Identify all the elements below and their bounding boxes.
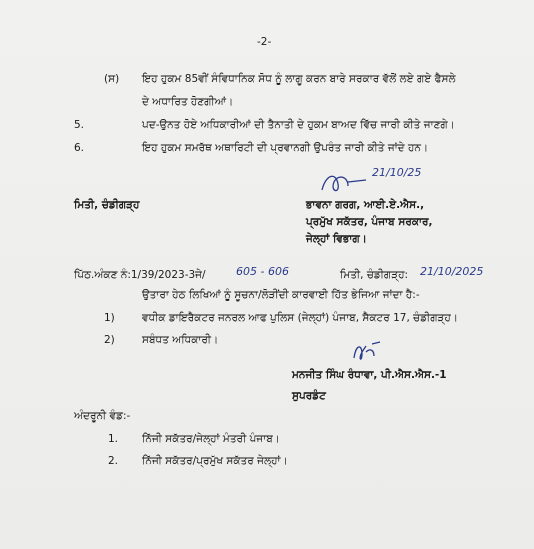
clause-marker: 6. <box>74 142 85 154</box>
clause-text: ਪਦ-ਉਨਤ ਹੋਏ ਅਧਿਕਾਰੀਆਂ ਦੀ ਤੈਨਾਤੀ ਦੇ ਹੁਕਮ ਬਾਅਦ ਵਿੱਚ ਜਾਰੀ ਕੀਤੇ ਜਾਣਗੇ। <box>142 119 455 131</box>
clause-text-continued: ਦੇ ਅਧਾਰਿਤ ਹੋਣਗੀਆਂ। <box>142 96 234 108</box>
endorsement-date-label: ਮਿਤੀ, ਚੰਡੀਗੜ੍ਹ: <box>340 269 409 281</box>
recipient-number: 1) <box>104 312 115 324</box>
handwritten-date: 21/10/25 <box>372 166 422 179</box>
superintendent-name: ਮਨਜੀਤ ਸਿੰਘ ਰੰਧਾਵਾ, ਪੀ.ਐਸ.ਐਸ.-1 <box>292 369 447 381</box>
clause-text: ਇਹ ਹੁਕਮ 85ਵੀਂ ਸੰਵਿਧਾਨਿਕ ਸੋਧ ਨੂੰ ਲਾਗੂ ਕਰਨ ਬਾਰੇ ਸਰਕਾਰ ਵੱਲੋਂ ਲਏ ਗਏ ਫੈਸਲੇ <box>142 73 456 85</box>
endorsement-date-handwritten: 21/10/2025 <box>420 265 484 278</box>
recipient-number: 2) <box>104 334 115 346</box>
distribution-number: 2. <box>108 455 119 467</box>
signatory-department: ਜੇਲ੍ਹਾਂ ਵਿਭਾਗ। <box>306 233 367 245</box>
recipient-text: ਵਧੀਕ ਡਾਇਰੈਕਟਰ ਜਨਰਲ ਆਫ ਪੁਲਿਸ (ਜੇਲ੍ਹਾਂ) ਪੰਜਾਬ, ਸੈਕਟਰ 17, ਚੰਡੀਗੜ੍ਹ। <box>142 312 458 324</box>
clause-text: ਇਹ ਹੁਕਮ ਸਮਰੱਥ ਅਥਾਰਿਟੀ ਦੀ ਪ੍ਰਵਾਨਗੀ ਉਪਰੰਤ ਜਾਰੀ ਕੀਤੇ ਜਾਂਦੇ ਹਨ। <box>142 142 429 154</box>
distribution-text: ਨਿੱਜੀ ਸਕੱਤਰ/ਪ੍ਰਮੁੱਖ ਸਕੱਤਰ ਜੇਲ੍ਹਾਂ। <box>142 455 288 467</box>
signatory-designation: ਪ੍ਰਮੁੱਖ ਸਕੱਤਰ, ਪੰਜਾਬ ਸਰਕਾਰ, <box>306 216 433 228</box>
recipient-text: ਸਬੰਧਤ ਅਧਿਕਾਰੀ। <box>142 334 219 346</box>
distribution-number: 1. <box>108 433 119 445</box>
superintendent-title: ਸੁਪਰਡੰਟ <box>292 390 326 402</box>
internal-distribution-heading: ਅੰਦਰੂਨੀ ਵੰਡ:- <box>74 410 131 422</box>
clause-marker: (ਸ) <box>104 73 120 85</box>
signatory-name: ਭਾਵਨਾ ਗਰਗ, ਆਈ.ਏ.ਐਸ., <box>306 199 425 211</box>
endorsement-intro: ਉਤਾਰਾ ਹੇਠ ਲਿਖਿਆਂ ਨੂੰ ਸੂਚਨਾ/ਲੋੜੀਂਦੀ ਕਾਰਵਾਈ ਹਿੱਤ ਭੇਜਿਆ ਜਾਂਦਾ ਹੈ:- <box>142 289 420 301</box>
superintendent-signature <box>350 340 390 366</box>
page-number: -2- <box>257 36 272 48</box>
endorsement-number-handwritten: 605 - 606 <box>236 265 289 278</box>
clause-marker: 5. <box>74 119 85 131</box>
distribution-text: ਨਿੱਜੀ ਸਕੱਤਰ/ਜੇਲ੍ਹਾਂ ਮੰਤਰੀ ਪੰਜਾਬ। <box>142 433 280 445</box>
endorsement-number: ਪਿੱਠ.ਅੰਕਣ ਨੰ:1/39/2023-3ਜੇ/ <box>74 269 206 281</box>
place-date: ਮਿਤੀ, ਚੰਡੀਗੜ੍ਹ <box>74 199 140 211</box>
